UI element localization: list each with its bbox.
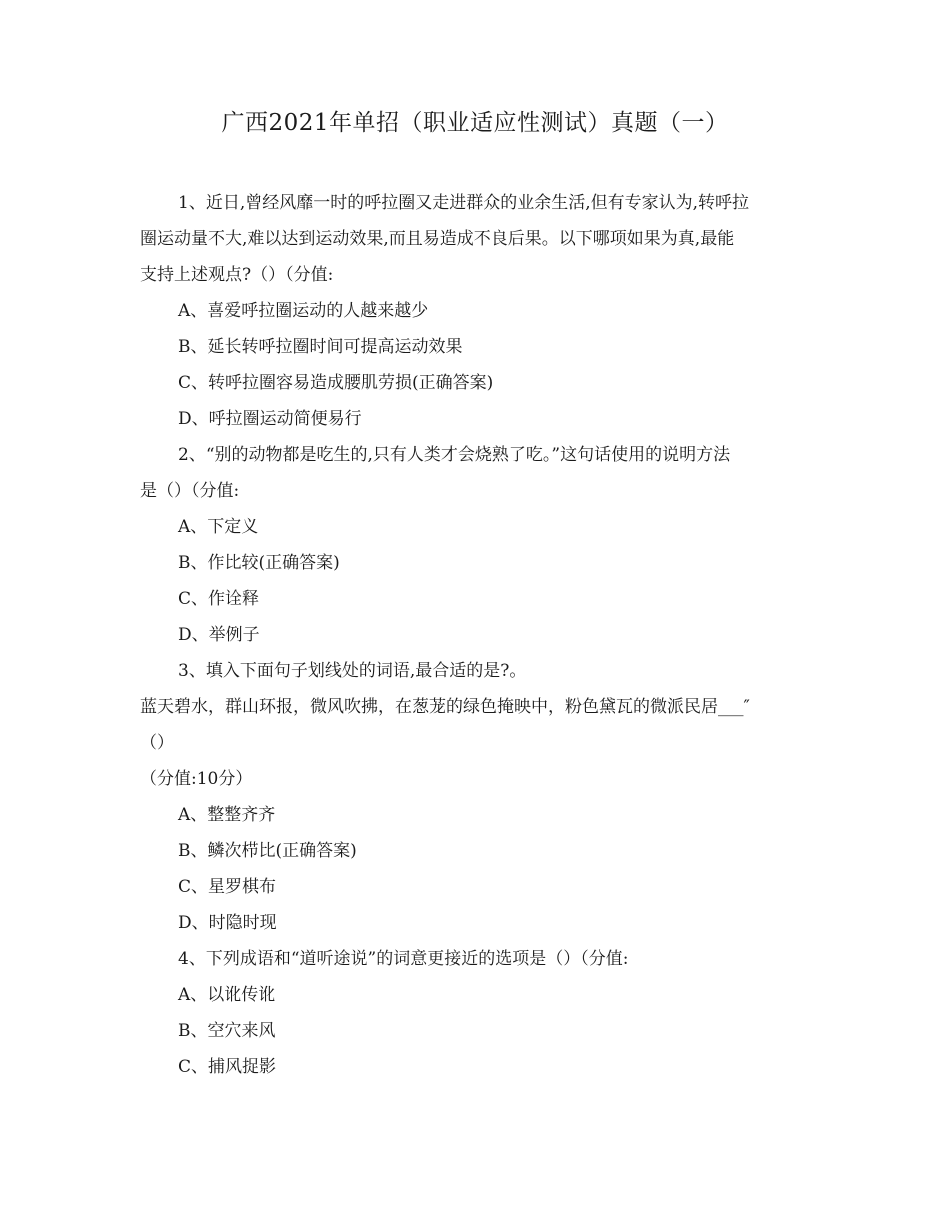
question-1	[140, 185, 815, 437]
question-2-option-b: B、作比较(正确答案)	[178, 553, 340, 573]
question-4-line-1: 4、下列成语和“道听途说”的词意更接近的选项是（）（分值:	[178, 949, 629, 969]
question-4	[140, 941, 815, 1085]
question-2-option-d: D、举例子	[178, 625, 260, 645]
document-title: 广西2021年单招（职业适应性测试）真题（一）	[221, 110, 729, 136]
question-4-option-a: A、以讹传讹	[178, 985, 276, 1005]
question-2-line-1: 2、“别的动物都是吃生的,只有人类才会烧熟了吃。”这句话使用的说明方法	[178, 445, 731, 465]
question-1-option-d: D、呼拉圈运动简便易行	[178, 409, 362, 429]
question-4-option-b: B、空穴来风	[178, 1021, 276, 1041]
question-3-line-1: 3、填入下面句子划线处的词语,最合适的是?。	[178, 661, 527, 681]
question-3-option-d: D、时隐时现	[178, 913, 277, 933]
question-3-option-c: C、星罗棋布	[178, 877, 277, 897]
document-body	[140, 185, 815, 1085]
question-1-line-2: 圈运动量不大,难以达到运动效果,而且易造成不良后果。以下哪项如果为真,最能	[140, 229, 735, 249]
question-2	[140, 437, 815, 653]
question-2-option-a: A、下定义	[178, 517, 259, 537]
question-4-option-c: C、捕风捉影	[178, 1057, 277, 1077]
question-2-option-c: C、作诠释	[178, 589, 260, 609]
question-3-option-b: B、鳞次栉比(正确答案)	[178, 841, 357, 861]
question-1-line-1: 1、近日,曾经风靡一时的呼拉圈又走进群众的业余生活,但有专家认为,转呼拉	[178, 193, 750, 213]
question-1-option-b: B、延长转呼拉圈时间可提高运动效果	[178, 337, 463, 357]
question-2-line-2: 是（）（分值:	[140, 481, 240, 501]
question-3-option-a: A、整整齐齐	[178, 805, 276, 825]
question-1-line-3: 支持上述观点?（）（分值:	[140, 265, 334, 285]
question-1-option-a: A、喜爱呼拉圈运动的人越来越少	[178, 301, 429, 321]
question-1-option-c: C、转呼拉圈容易造成腰肌劳损(正确答案)	[178, 373, 494, 393]
question-3-line-4: （分值:10分）	[140, 769, 253, 789]
question-3	[140, 653, 815, 941]
question-3-line-3: （）	[140, 733, 174, 753]
question-3-line-2: 蓝天碧水，群山环报，微风吹拂，在葱茏的绿色掩映中，粉色黛瓦的微派民居___″	[140, 697, 750, 717]
